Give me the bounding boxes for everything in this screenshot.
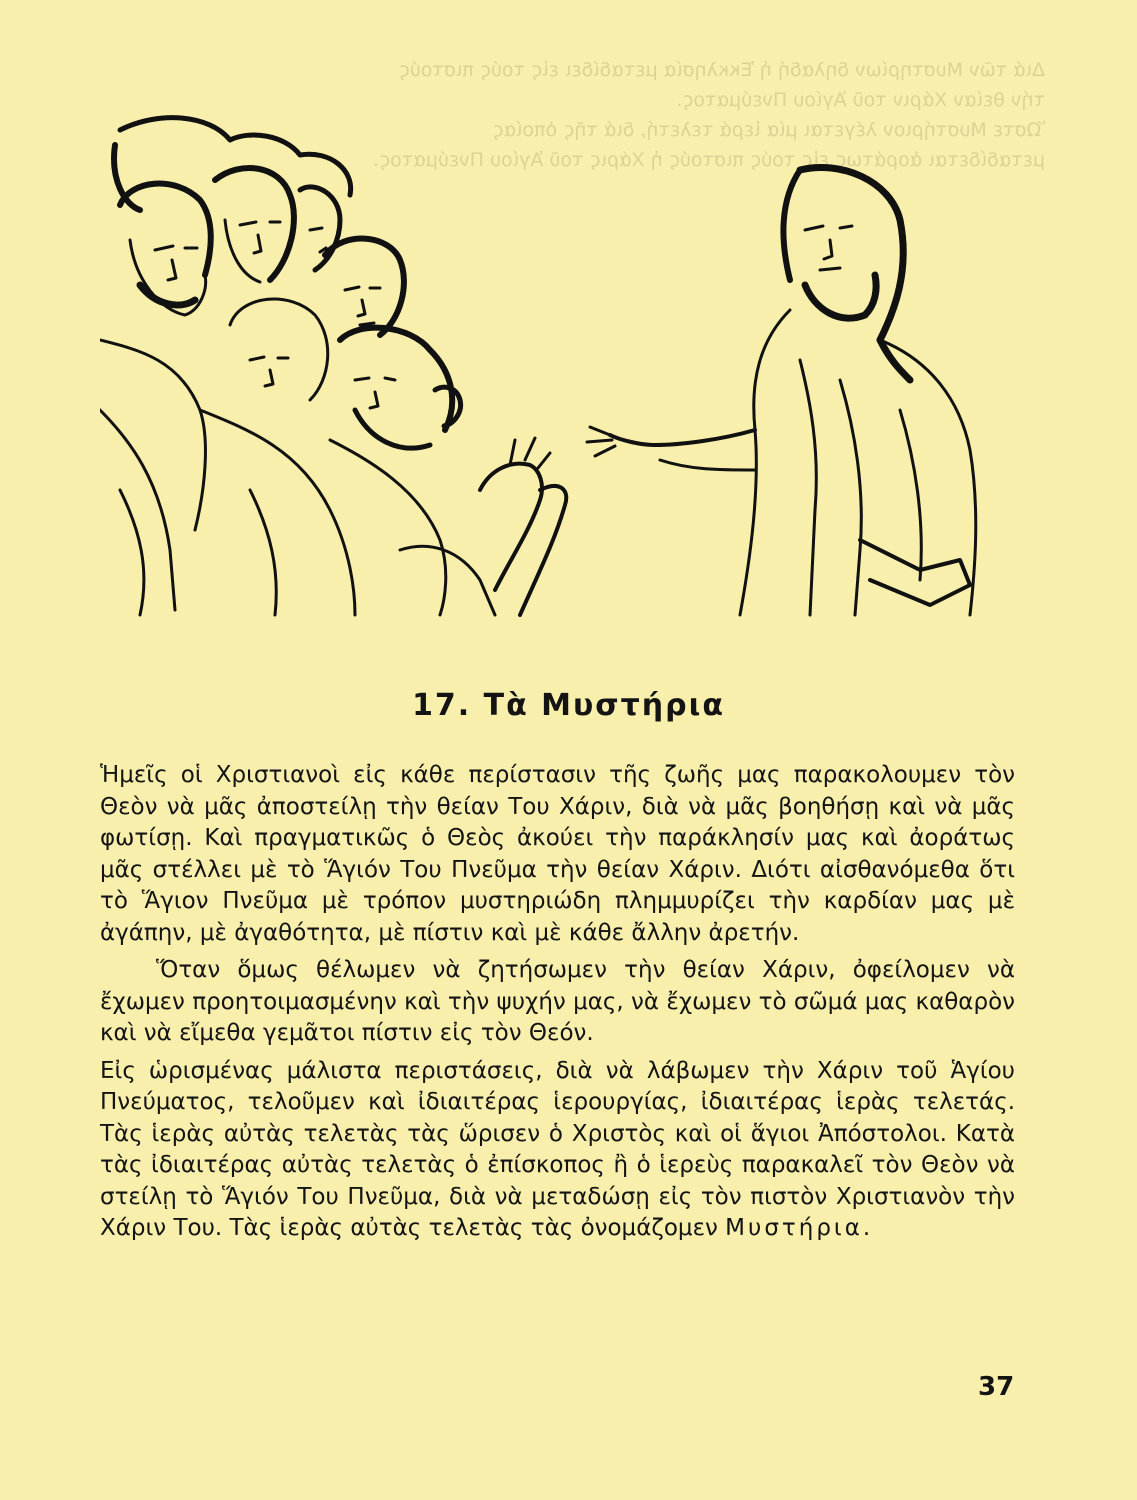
paragraph	[100, 1056, 1015, 1245]
emphasized-term: Μυστήρια.	[725, 1215, 874, 1241]
christ-with-apostles-illustration	[100, 110, 985, 630]
bleed-line: τήν θείαν Χάριν τοῦ Ἁγίου Πνεύματος.	[676, 89, 1045, 111]
paragraph: Ὅταν ὅμως θέλωμεν νὰ ζητήσωμεν τὴν θείαν Χάριν, ὀφείλομεν νὰ ἔχωμεν προητοιμασμένην καὶ τὴν ψυχήν μας, νὰ ἔχωμεν τὸ σῶμά μας καθαρὸν καὶ νὰ εἴμεθα γεμᾶτοι πίστιν εἰς τὸν Θεόν.	[100, 957, 1015, 1046]
bleed-line: Ὥστε Μυστήριον λέγεται μία ἱερά τελετή, διά τῆς ὁποίας	[492, 119, 1045, 141]
chapter-title: 17. Τὰ Μυστήρια	[412, 688, 725, 723]
bleed-line: μεταδίδεται ἀοράτως εἰς τούς πιστούς ἡ Χάρις τοῦ Ἁγίου Πνεύματος.	[372, 149, 1045, 171]
body-text	[100, 760, 1015, 1251]
paragraph-text: Εἰς ὡρισμένας μάλιστα περιστάσεις, διὰ νὰ λάβωμεν τὴν Χάριν τοῦ Ἁγίου Πνεύματος, τελοῦμεν καὶ ἰδιαιτέρας ἱερουργίας, ἰδιαιτέρας ἱερὰς τελετάς. Τὰς ἱερὰς αὐτὰς τελετὰς τὰς ὥρισεν ὁ Χριστὸς καὶ οἱ ἅγιοι Ἀπόστολοι. Κατὰ τὰς ἰδιαιτέρας αὐτὰς τελετὰς ὁ ἐπίσκοπος ἢ ὁ ἱερεὺς παρακαλεῖ τὸν Θεὸν νὰ στείλῃ τὸ Ἅγιόν Του Πνεῦμα, διὰ νὰ μεταδώσῃ εἰς τὸν πιστὸν Χριστιανὸν τὴν Χάριν Του. Τὰς ἱερὰς αὐτὰς τελετὰς τὰς ὀνομάζομεν	[100, 1057, 1015, 1241]
paragraph: Ἡμεῖς οἱ Χριστιανοὶ εἰς κάθε περίστασιν τῆς ζωῆς μας παρακολουμεν τὸν Θεὸν νὰ μᾶς ἀποστείλῃ τὴν θείαν Του Χάριν, διὰ νὰ μᾶς βοηθήσῃ καὶ νὰ μᾶς φωτίσῃ. Καὶ πραγματικῶς ὁ Θεὸς ἀκούει τὴν παράκλησίν μας καὶ ἀοράτως μᾶς στέλλει μὲ τὸ Ἅγιόν Του Πνεῦμα τὴν θείαν Χάριν. Διότι αἰσθανόμεθα ὅτι τὸ Ἅγιον Πνεῦμα μὲ τρόπον μυστηριώδη πλημμυρίζει τὴν καρδίαν μας μὲ ἀγάπην, μὲ ἀγαθότητα, μὲ πίστιν καὶ μὲ κάθε ἄλλην ἀρετήν.	[100, 762, 1015, 946]
page-number: 37	[978, 1372, 1015, 1402]
bleed-line: Διά τῶν Μυστηρίων δηλαδή ἡ Ἐκκλησία μεταδίδει εἰς τούς πιστούς	[398, 59, 1045, 81]
